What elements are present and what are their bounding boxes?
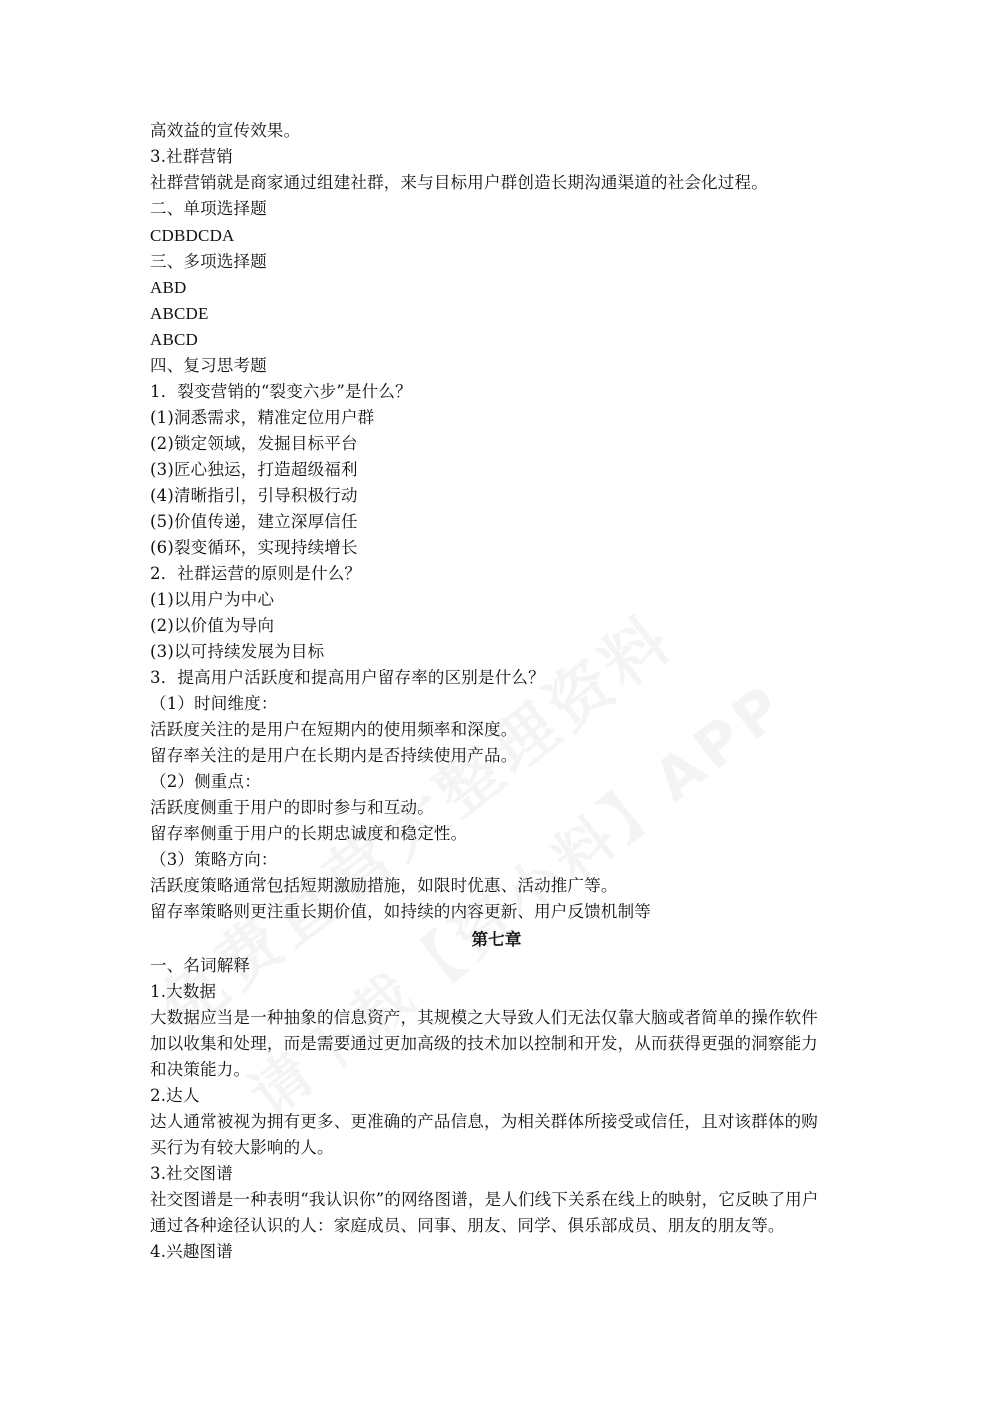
list-item: （2）侧重点： (150, 772, 261, 791)
section-heading: 一、名词解释 (150, 956, 251, 975)
question-line: 2．社群运营的原则是什么？ (150, 564, 362, 583)
text-line: 大数据应当是一种抽象的信息资产，其规模之大导致人们无法仅靠大脑或者简单的操作软件 (150, 1008, 818, 1027)
list-item: (3)以可持续发展为目标 (150, 642, 325, 661)
list-item: (4)清晰指引，引导积极行动 (150, 486, 358, 505)
text-line: 买行为有较大影响的人。 (150, 1138, 334, 1157)
answer-line: ABCD (150, 330, 199, 349)
text-line: 活跃度侧重于用户的即时参与和互动。 (150, 798, 434, 817)
term-heading: 3.社交图谱 (150, 1164, 233, 1183)
question-line: 1．裂变营销的“裂变六步”是什么？ (150, 382, 412, 401)
term-heading: 1.大数据 (150, 982, 217, 1001)
answer-line: CDBDCDA (150, 226, 235, 245)
text-line: 通过各种途径认识的人：家庭成员、同事、朋友、同学、俱乐部成员、朋友的朋友等。 (150, 1216, 785, 1235)
text-line: 和决策能力。 (150, 1060, 251, 1079)
answer-line: ABD (150, 278, 187, 297)
section-heading: 3.社群营销 (150, 147, 233, 166)
text-line: 留存率关注的是用户在长期内是否持续使用产品。 (150, 746, 518, 765)
term-heading: 2.达人 (150, 1086, 200, 1105)
list-item: （3）策略方向： (150, 850, 278, 869)
text-line: 高效益的宣传效果。 (150, 121, 301, 140)
section-heading: 四、复习思考题 (150, 356, 267, 375)
text-line: 加以收集和处理，而是需要通过更加高级的技术加以控制和开发，从而获得更强的洞察能力 (150, 1034, 818, 1053)
list-item: （1）时间维度： (150, 694, 278, 713)
section-heading: 二、单项选择题 (150, 199, 267, 218)
chapter-title: 第七章 (471, 930, 522, 949)
list-item: (1)洞悉需求，精准定位用户群 (150, 408, 375, 427)
text-line: 活跃度关注的是用户在短期内的使用频率和深度。 (150, 720, 518, 739)
question-line: 3．提高用户活跃度和提高用户留存率的区别是什么？ (150, 668, 545, 687)
text-line: 社群营销就是商家通过组建社群，来与目标用户群创造长期沟通渠道的社会化过程。 (150, 173, 768, 192)
list-item: (3)匠心独运，打造超级福利 (150, 460, 358, 479)
answer-line: ABCDE (150, 304, 209, 323)
text-line: 留存率侧重于用户的长期忠诚度和稳定性。 (150, 824, 468, 843)
text-line: 社交图谱是一种表明“我认识你”的网络图谱，是人们线下关系在线上的映射，它反映了用户 (150, 1190, 819, 1209)
list-item: (6)裂变循环，实现持续增长 (150, 538, 358, 557)
list-item: (5)价值传递，建立深厚信任 (150, 512, 358, 531)
section-heading: 三、多项选择题 (150, 252, 267, 271)
list-item: (2)锁定领域，发掘目标平台 (150, 434, 358, 453)
text-line: 留存率策略则更注重长期价值，如持续的内容更新、用户反馈机制等 (150, 902, 651, 921)
list-item: (1)以用户为中心 (150, 590, 275, 609)
text-line: 活跃度策略通常包括短期激励措施，如限时优惠、活动推广等。 (150, 876, 618, 895)
text-line: 达人通常被视为拥有更多、更准确的产品信息，为相关群体所接受或信任，且对该群体的购 (150, 1112, 818, 1131)
term-heading: 4.兴趣图谱 (150, 1242, 233, 1261)
list-item: (2)以价值为导向 (150, 616, 275, 635)
